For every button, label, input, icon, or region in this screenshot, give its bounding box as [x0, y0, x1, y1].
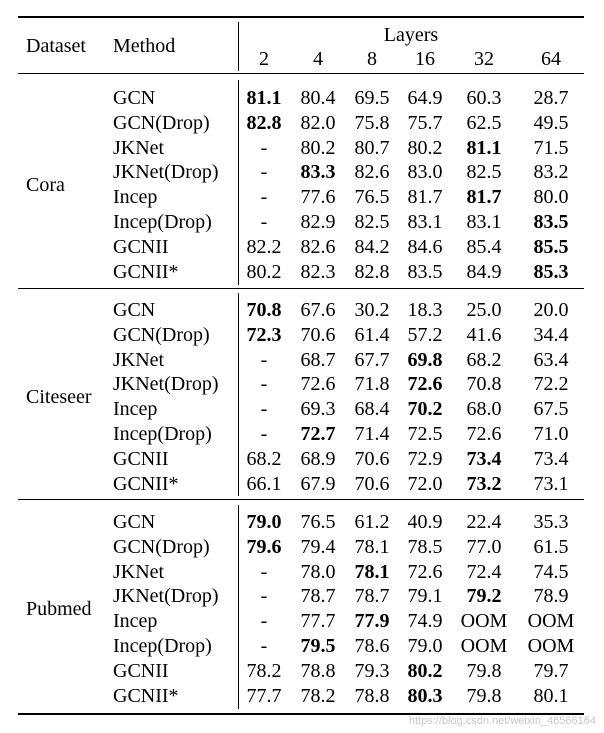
value-cell: 74.5: [533, 560, 569, 583]
value-cell: 61.5: [533, 535, 569, 558]
value-cell: 77.7: [300, 610, 336, 633]
method-label: GCNII*: [113, 684, 179, 707]
layer-header-8: 8: [367, 48, 377, 70]
value-cell: 70.2: [407, 398, 443, 421]
value-cell: 85.4: [466, 235, 502, 258]
value-cell: 72.6: [300, 373, 336, 396]
value-cell: 84.6: [407, 235, 443, 258]
value-cell: 71.5: [533, 136, 569, 159]
top-rule: [18, 16, 584, 18]
value-cell: 80.2: [407, 659, 443, 682]
value-cell: 85.3: [533, 260, 569, 283]
value-cell: 22.4: [466, 511, 502, 533]
value-cell: 72.5: [407, 423, 443, 445]
value-cell: 64.9: [407, 87, 443, 109]
value-cell: 67.7: [354, 348, 390, 371]
value-cell: 73.4: [533, 447, 569, 470]
value-cell: 81.1: [246, 87, 282, 109]
value-cell: OOM: [527, 610, 575, 633]
value-cell: 20.0: [533, 299, 569, 321]
value-cell: 73.4: [466, 447, 502, 470]
group-rule-2: [18, 499, 584, 500]
value-cell: 84.9: [466, 260, 502, 283]
value-cell: 79.0: [407, 635, 443, 657]
method-label: Incep(Drop): [113, 635, 212, 657]
method-label: JKNet: [113, 348, 165, 371]
value-cell: 61.2: [354, 511, 390, 533]
method-label: GCNII: [113, 659, 169, 682]
value-cell: 80.3: [407, 684, 443, 707]
value-cell: 69.3: [300, 398, 336, 421]
value-cell: 61.4: [354, 323, 390, 346]
value-cell: 78.1: [354, 560, 390, 583]
value-cell: 77.9: [354, 610, 390, 633]
value-cell: 81.7: [466, 186, 502, 209]
value-cell: 72.6: [466, 423, 502, 445]
value-cell: 35.3: [533, 511, 569, 533]
value-cell: 71.0: [533, 423, 569, 445]
value-cell: -: [260, 186, 268, 209]
value-cell: 68.0: [466, 398, 502, 421]
method-label: Incep(Drop): [113, 211, 212, 233]
value-cell: 70.8: [246, 299, 282, 321]
value-cell: 68.4: [354, 398, 390, 421]
group-divider-citeseer: [238, 293, 239, 496]
value-cell: 78.0: [300, 560, 336, 583]
value-cell: 85.5: [533, 235, 569, 258]
value-cell: 79.8: [466, 659, 502, 682]
value-cell: 25.0: [466, 299, 502, 321]
value-cell: 72.2: [533, 373, 569, 396]
value-cell: 67.6: [300, 299, 336, 321]
header-divider: [238, 22, 239, 71]
value-cell: 78.8: [354, 684, 390, 707]
value-cell: 74.9: [407, 610, 443, 633]
method-label: GCN(Drop): [113, 323, 210, 346]
value-cell: 79.1: [407, 585, 443, 608]
value-cell: -: [260, 348, 268, 371]
value-cell: 75.8: [354, 111, 390, 134]
value-cell: 82.5: [466, 161, 502, 184]
method-label: JKNet(Drop): [113, 373, 219, 396]
value-cell: 68.2: [466, 348, 502, 371]
layer-header-2: 2: [259, 48, 269, 70]
method-label: GCNII*: [113, 260, 179, 283]
value-cell: 83.5: [407, 260, 443, 283]
value-cell: 78.8: [300, 659, 336, 682]
value-cell: 69.5: [354, 87, 390, 109]
method-label: Incep: [113, 186, 158, 209]
value-cell: 80.7: [354, 136, 390, 159]
value-cell: 70.8: [466, 373, 502, 396]
value-cell: 70.6: [300, 323, 336, 346]
value-cell: 82.3: [300, 260, 336, 283]
value-cell: 72.3: [246, 323, 282, 346]
value-cell: -: [260, 136, 268, 159]
value-cell: 78.5: [407, 535, 443, 558]
value-cell: 28.7: [533, 87, 569, 109]
value-cell: 78.9: [533, 585, 569, 608]
value-cell: 80.0: [533, 186, 569, 209]
value-cell: OOM: [460, 610, 508, 633]
method-label: GCN(Drop): [113, 111, 210, 134]
value-cell: 82.2: [246, 235, 282, 258]
value-cell: 63.4: [533, 348, 569, 371]
method-label: GCNII: [113, 447, 169, 470]
layer-header-32: 32: [474, 48, 494, 70]
value-cell: 82.8: [246, 111, 282, 134]
header-rule: [18, 73, 584, 74]
value-cell: 81.1: [466, 136, 502, 159]
dataset-label: Cora: [26, 173, 65, 196]
value-cell: 82.5: [354, 211, 390, 233]
value-cell: 79.2: [466, 585, 502, 608]
value-cell: 82.6: [354, 161, 390, 184]
method-label: JKNet(Drop): [113, 585, 219, 608]
dataset-label: Citeseer: [26, 385, 92, 408]
value-cell: 78.2: [246, 659, 282, 682]
value-cell: 78.7: [300, 585, 336, 608]
method-label: JKNet: [113, 136, 165, 159]
value-cell: 83.1: [407, 211, 443, 233]
value-cell: 78.7: [354, 585, 390, 608]
value-cell: 71.8: [354, 373, 390, 396]
value-cell: 83.5: [533, 211, 569, 233]
value-cell: -: [260, 635, 268, 657]
layer-header-16: 16: [415, 48, 435, 70]
value-cell: 72.6: [407, 373, 443, 396]
value-cell: 76.5: [354, 186, 390, 209]
value-cell: 77.6: [300, 186, 336, 209]
value-cell: 83.3: [300, 161, 336, 184]
layers-header: Layers: [383, 24, 439, 46]
value-cell: 77.7: [246, 684, 282, 707]
value-cell: 79.6: [246, 535, 282, 558]
value-cell: -: [260, 560, 268, 583]
value-cell: 57.2: [407, 323, 443, 346]
value-cell: 70.6: [354, 447, 390, 470]
value-cell: 83.1: [466, 211, 502, 233]
value-cell: 72.9: [407, 447, 443, 470]
value-cell: 80.2: [246, 260, 282, 283]
group-rule-1: [18, 288, 584, 289]
value-cell: 73.1: [533, 472, 569, 495]
value-cell: 67.5: [533, 398, 569, 421]
dataset-header: Dataset: [26, 35, 86, 57]
method-header: Method: [113, 35, 176, 57]
value-cell: 79.3: [354, 659, 390, 682]
value-cell: 40.9: [407, 511, 443, 533]
value-cell: 66.1: [246, 472, 282, 495]
value-cell: 78.6: [354, 635, 390, 657]
value-cell: 80.1: [533, 684, 569, 707]
value-cell: -: [260, 585, 268, 608]
value-cell: 68.2: [246, 447, 282, 470]
value-cell: -: [260, 373, 268, 396]
value-cell: 80.2: [407, 136, 443, 159]
value-cell: 79.7: [533, 659, 569, 682]
value-cell: 62.5: [466, 111, 502, 134]
value-cell: 82.0: [300, 111, 336, 134]
value-cell: 77.0: [466, 535, 502, 558]
value-cell: OOM: [460, 635, 508, 657]
value-cell: 72.6: [407, 560, 443, 583]
value-cell: OOM: [527, 635, 575, 657]
value-cell: 81.7: [407, 186, 443, 209]
method-label: GCNII: [113, 235, 169, 258]
value-cell: 72.0: [407, 472, 443, 495]
value-cell: 80.4: [300, 87, 336, 109]
method-label: JKNet(Drop): [113, 161, 219, 184]
value-cell: 78.1: [354, 535, 390, 558]
value-cell: 60.3: [466, 87, 502, 109]
value-cell: 79.4: [300, 535, 336, 558]
value-cell: 72.4: [466, 560, 502, 583]
value-cell: 82.9: [300, 211, 336, 233]
value-cell: 41.6: [466, 323, 502, 346]
value-cell: 80.2: [300, 136, 336, 159]
value-cell: 75.7: [407, 111, 443, 134]
method-label: Incep: [113, 610, 158, 633]
value-cell: 82.8: [354, 260, 390, 283]
value-cell: -: [260, 610, 268, 633]
value-cell: -: [260, 398, 268, 421]
value-cell: 83.2: [533, 161, 569, 184]
value-cell: 83.0: [407, 161, 443, 184]
value-cell: 79.5: [300, 635, 336, 657]
value-cell: 30.2: [354, 299, 390, 321]
value-cell: 68.7: [300, 348, 336, 371]
value-cell: 82.6: [300, 235, 336, 258]
value-cell: 70.6: [354, 472, 390, 495]
value-cell: 18.3: [407, 299, 443, 321]
method-label: GCN: [113, 87, 156, 109]
value-cell: 69.8: [407, 348, 443, 371]
value-cell: 67.9: [300, 472, 336, 495]
value-cell: 34.4: [533, 323, 569, 346]
value-cell: 79.8: [466, 684, 502, 707]
dataset-label: Pubmed: [26, 597, 92, 620]
value-cell: 79.0: [246, 511, 282, 533]
value-cell: -: [260, 211, 268, 233]
value-cell: -: [260, 423, 268, 445]
method-label: GCN: [113, 299, 156, 321]
watermark: https://blog.csdn.net/weixin_46566164: [408, 715, 596, 727]
method-label: JKNet: [113, 560, 165, 583]
value-cell: -: [260, 161, 268, 184]
value-cell: 72.7: [300, 423, 336, 445]
value-cell: 49.5: [533, 111, 569, 134]
method-label: GCN: [113, 511, 156, 533]
method-label: GCN(Drop): [113, 535, 210, 558]
value-cell: 78.2: [300, 684, 336, 707]
method-label: Incep(Drop): [113, 423, 212, 445]
value-cell: 73.2: [466, 472, 502, 495]
group-divider-cora: [238, 80, 239, 285]
value-cell: 84.2: [354, 235, 390, 258]
method-label: Incep: [113, 398, 158, 421]
layer-header-64: 64: [541, 48, 561, 70]
value-cell: 76.5: [300, 511, 336, 533]
method-label: GCNII*: [113, 472, 179, 495]
group-divider-pubmed: [238, 505, 239, 709]
layer-header-4: 4: [313, 48, 323, 70]
value-cell: 68.9: [300, 447, 336, 470]
value-cell: 71.4: [354, 423, 390, 445]
